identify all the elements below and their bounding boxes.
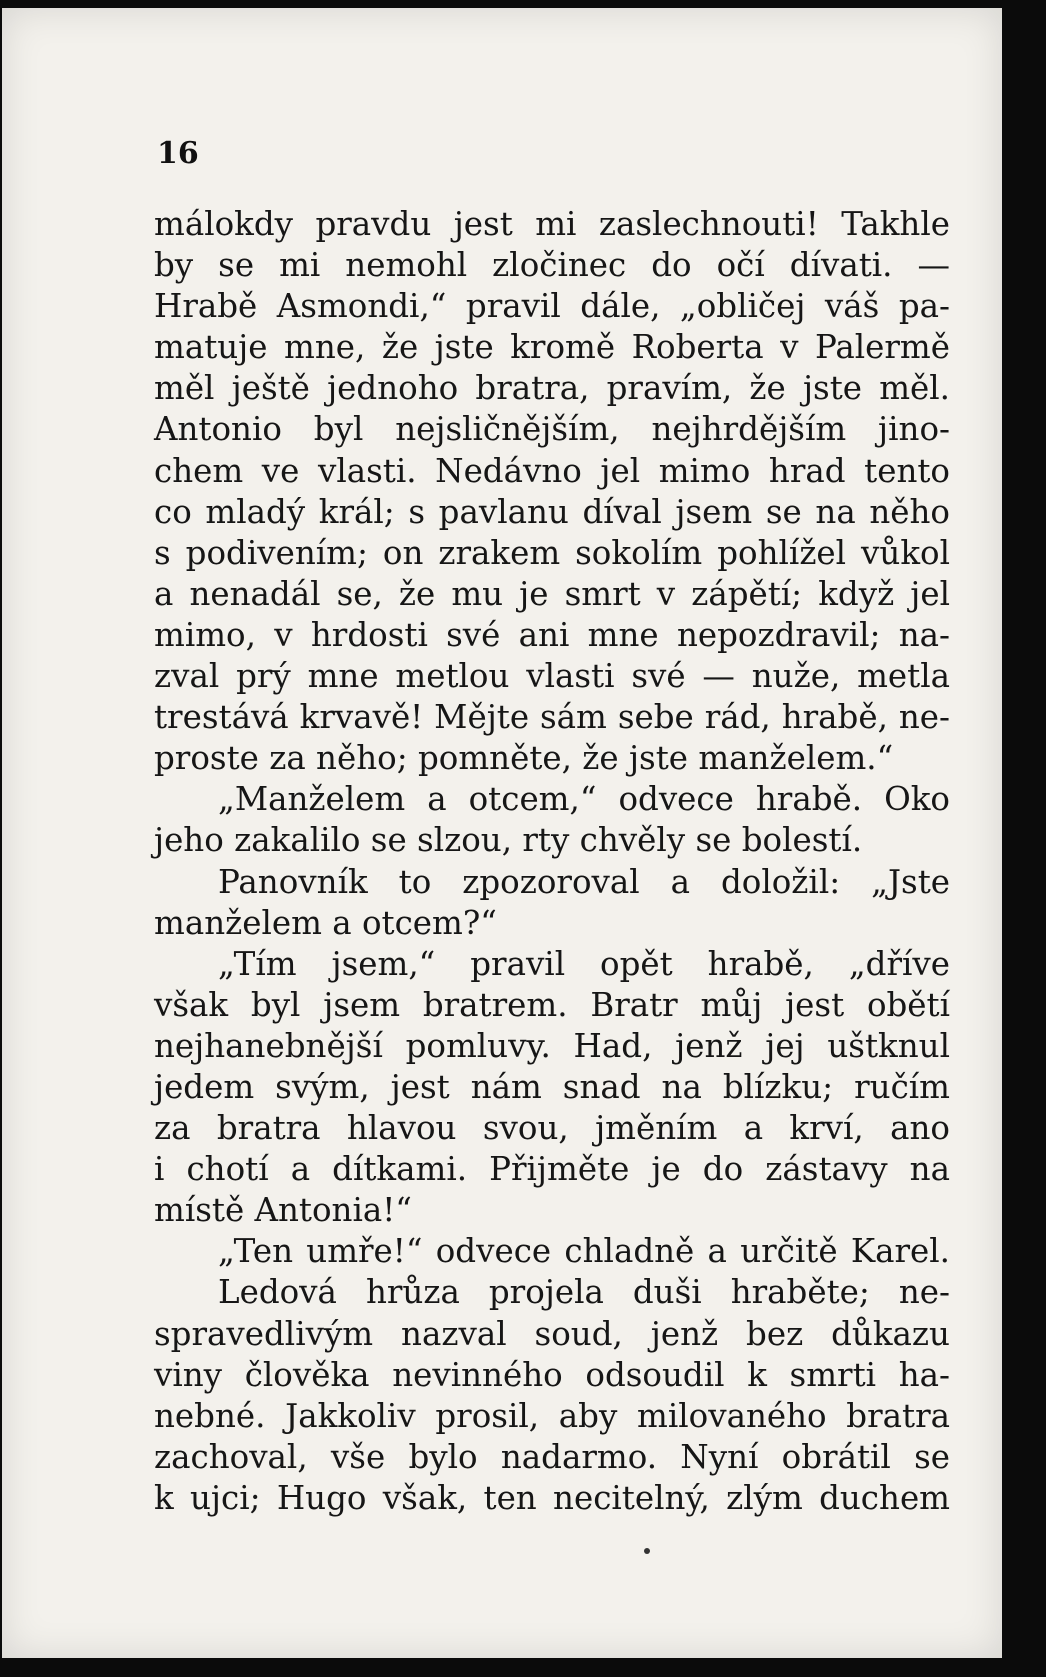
scan-edge-bottom bbox=[0, 1658, 1046, 1677]
text-line: nebné. Jakkoliv prosil, aby milovaného bratra bbox=[154, 1396, 950, 1435]
text-line: by se mi nemohl zločinec do očí dívati. — bbox=[154, 246, 950, 285]
body-text bbox=[154, 204, 950, 1519]
page-number: 16 bbox=[157, 136, 199, 171]
text-line: a nenadál se, že mu je smrt v zápětí; když jel bbox=[154, 574, 950, 613]
text-line: málokdy pravdu jest mi zaslechnouti! Takhle bbox=[154, 205, 950, 243]
text-line: za bratra hlavou svou, jměním a krví, ano bbox=[154, 1109, 950, 1148]
text-line: nejhanebnější pomluvy. Had, jenž jej uštknul bbox=[154, 1026, 950, 1065]
text-line: „Manželem a otcem,“ odvece hrabě. Oko bbox=[218, 780, 950, 819]
text-line: Panovník to zpozoroval a doložil: „Jste bbox=[218, 862, 950, 901]
text-line: matuje mne, že jste kromě Roberta v Palermě bbox=[154, 328, 950, 367]
text-line: měl ještě jednoho bratra, pravím, že jste měl. bbox=[154, 369, 950, 408]
text-line: proste za něho; pomněte, že jste manželem.“ bbox=[154, 739, 894, 778]
text-line: co mladý král; s pavlanu díval jsem se na něho bbox=[154, 492, 950, 531]
scan-edge-right bbox=[1002, 0, 1046, 1677]
text-line: Antonio byl nejsličnějším, nejhrdějším jino- bbox=[154, 410, 950, 449]
ink-speck bbox=[644, 1548, 650, 1554]
text-line: místě Antonia!“ bbox=[154, 1191, 412, 1230]
text-line: chem ve vlasti. Nedávno jel mimo hrad tento bbox=[154, 451, 950, 490]
text-line: manželem a otcem?“ bbox=[154, 903, 497, 942]
text-line: mimo, v hrdosti své ani mne nepozdravil; na- bbox=[154, 615, 950, 654]
text-line: Ledová hrůza projela duši hraběte; ne- bbox=[218, 1273, 950, 1312]
text-line: k ujci; Hugo však, ten necitelný, zlým duchem bbox=[154, 1478, 950, 1517]
book-page bbox=[2, 8, 1002, 1658]
text-line: zval prý mne metlou vlasti své — nuže, metla bbox=[154, 657, 950, 696]
text-line: „Tím jsem,“ pravil opět hrabě, „dříve bbox=[218, 944, 950, 983]
text-line: spravedlivým nazval soud, jenž bez důkazu bbox=[154, 1314, 950, 1353]
text-line: trestává krvavě! Mějte sám sebe rád, hrabě, ne- bbox=[154, 698, 950, 737]
text-line: i chotí a dítkami. Přijměte je do zástavy na bbox=[154, 1150, 950, 1189]
text-line: jeho zakalilo se slzou, rty chvěly se bolestí. bbox=[154, 821, 863, 860]
text-line: viny člověka nevinného odsoudil k smrti ha- bbox=[154, 1355, 950, 1394]
text-line: Hrabě Asmondi,“ pravil dále, „obličej váš pa- bbox=[154, 287, 950, 326]
text-line: „Ten umře!“ odvece chladně a určitě Karel. bbox=[218, 1232, 950, 1271]
text-line: zachoval, vše bylo nadarmo. Nyní obrátil se bbox=[154, 1437, 950, 1476]
text-line: však byl jsem bratrem. Bratr můj jest obětí bbox=[154, 985, 950, 1024]
text-line: jedem svým, jest nám snad na blízku; ručím bbox=[154, 1067, 950, 1106]
text-line: s podivením; on zrakem sokolím pohlížel vůkol bbox=[154, 533, 950, 572]
